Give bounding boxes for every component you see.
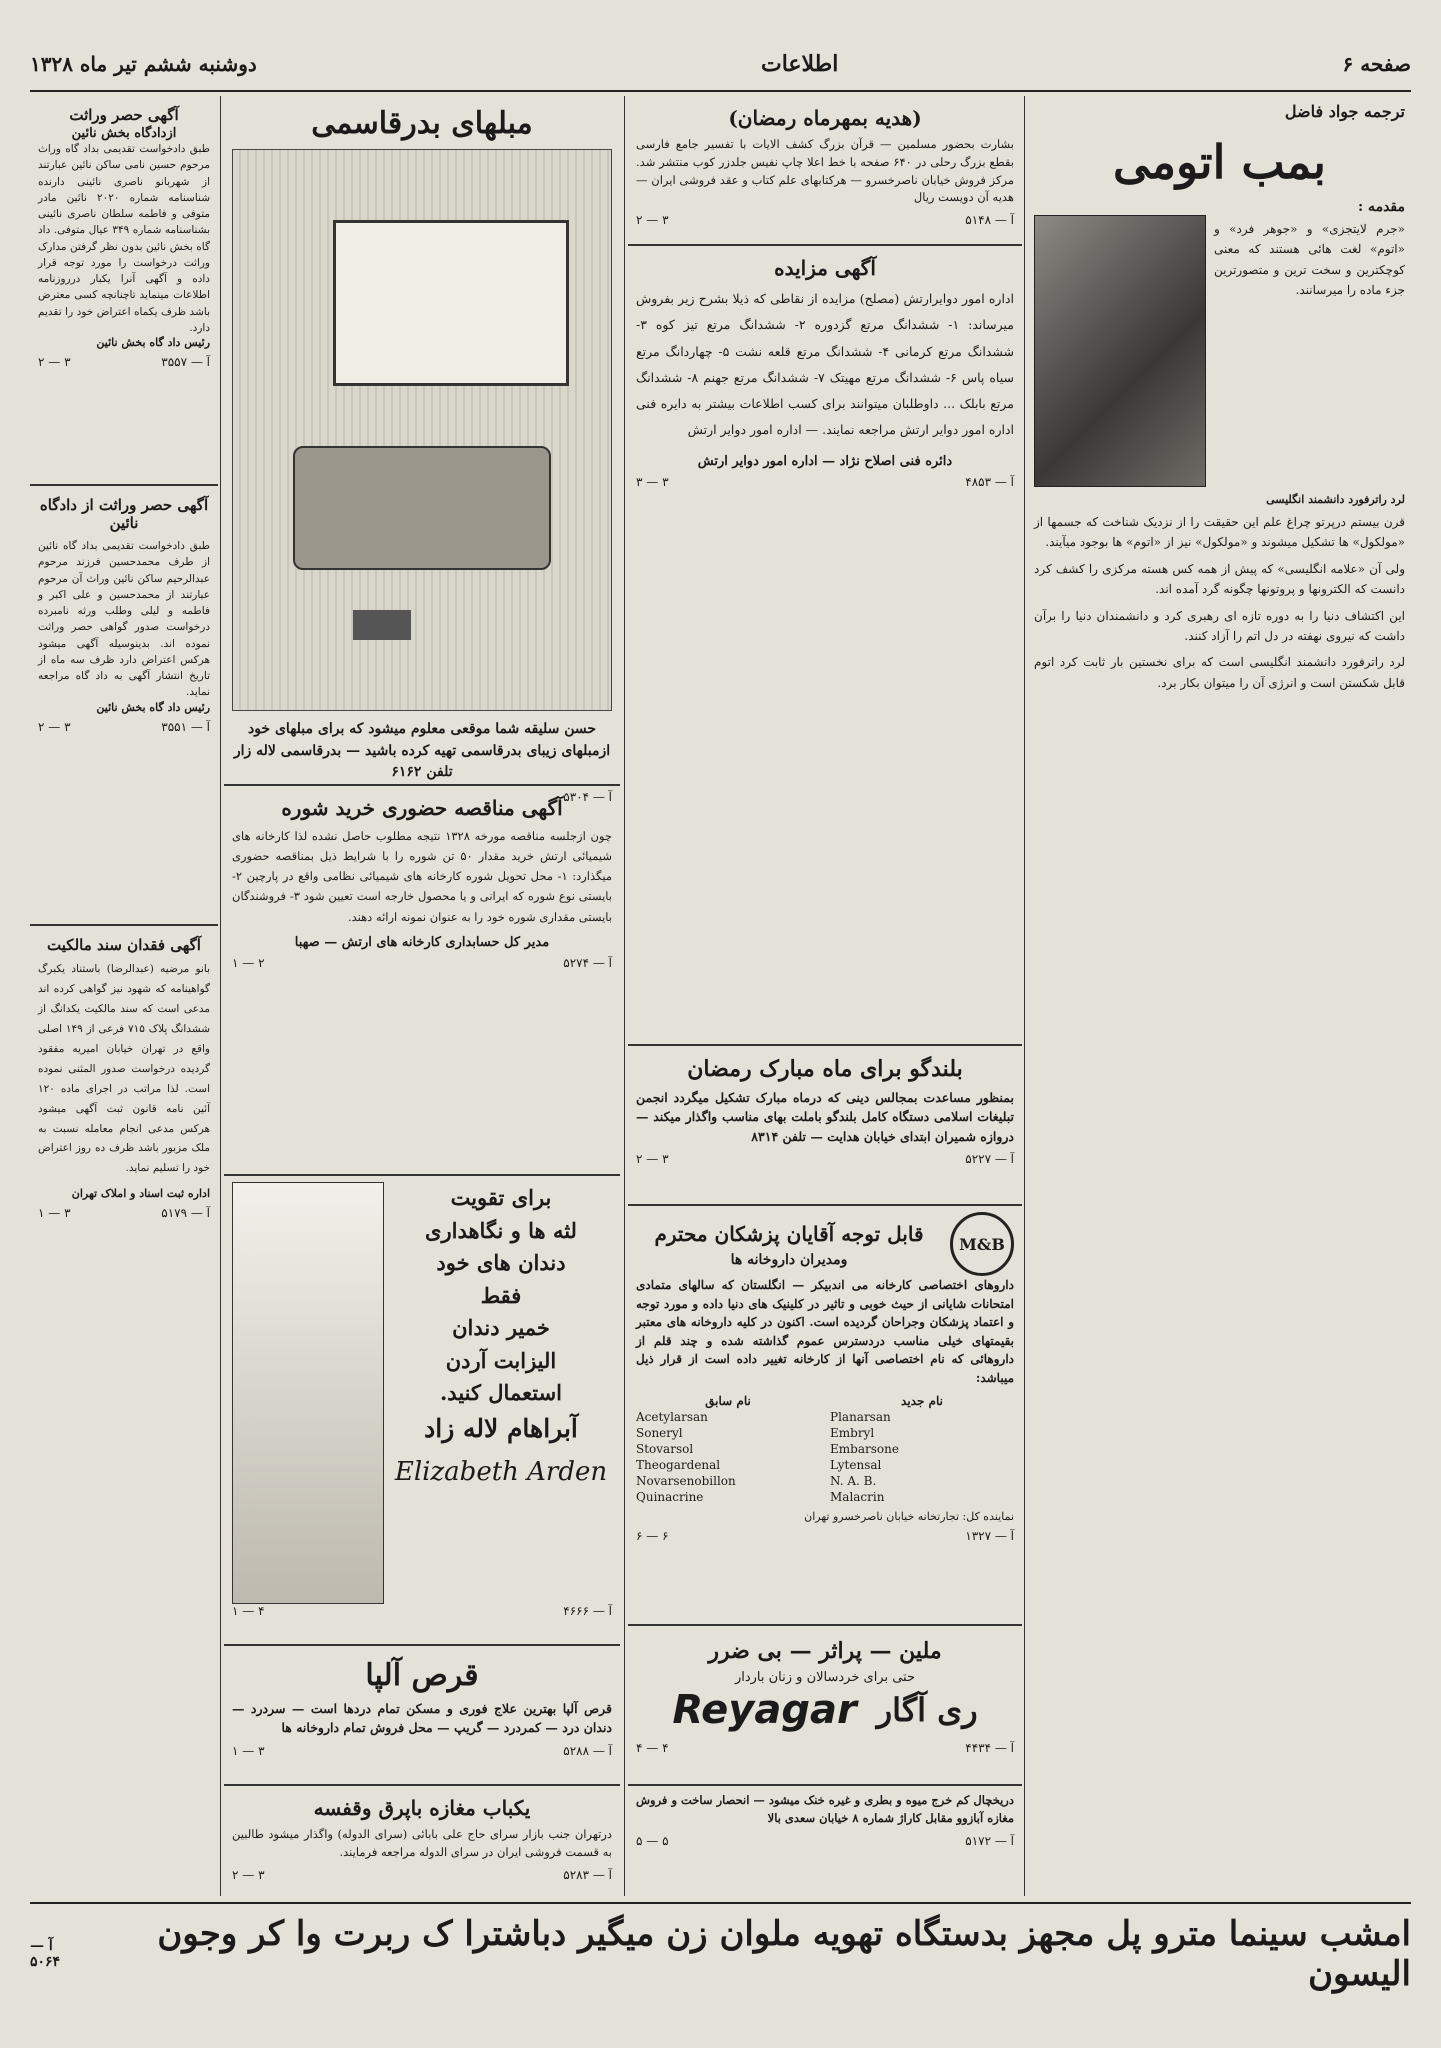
article-column <box>1028 96 1411 1896</box>
ad-hasr-1 <box>30 96 218 486</box>
ad-code-run: ۱ — ۳ <box>38 1206 71 1221</box>
arden-signature: Elizabeth Arden <box>394 1456 608 1487</box>
article-paragraph: «جرم لایتجزی» و «جوهر فرد» و «اتوم» لغت هائی هستند که معنی کوچکترین و سخت ترین و متصورترین جزء ماده را میرسانند. <box>1214 222 1405 298</box>
ad-code-num: آ — ۳۵۵۷ <box>161 355 210 370</box>
ad-code-num: آ — ۵۲۷۴ <box>563 955 612 970</box>
article-paragraph: این اکتشاف دنیا را به دوره تازه ای رهبری کرد و دانشمندان دنیا را برآن داشت که نیروی نهفته در دل اتم را آزاد کنند. <box>1034 608 1405 643</box>
banner-code: آ — ۵۰۶۴ <box>30 1938 61 1970</box>
drug-old-name: Novarsenobillon <box>636 1473 736 1488</box>
woman-illustration <box>232 1182 384 1604</box>
drug-col-new: نام جدید <box>901 1393 943 1408</box>
ad-text: قرص آلپا بهترین علاج فوری و مسکن تمام دردها است — سردرد — دندان درد — کمردرد — گریپ — محل فروش تمام داروخانه ها <box>232 1701 612 1736</box>
ad-code-num: آ — ۴۸۵۳ <box>965 474 1014 489</box>
ad-baragh <box>224 1786 620 1886</box>
ad-code <box>636 475 1014 489</box>
ad-code <box>38 1206 210 1220</box>
drug-new-name: N. A. B. <box>830 1473 877 1488</box>
ad-code-run: ۳ — ۳ <box>636 474 669 489</box>
portrait-photo <box>1034 215 1206 487</box>
drug-new-name: Embryl <box>830 1425 875 1440</box>
ad-sign: رئیس داد گاه بخش نائین <box>96 700 210 714</box>
ad-code-num: آ — ۱۳۲۷ <box>965 1528 1014 1543</box>
ad-title: مبلهای بدرقاسمی <box>311 106 533 141</box>
reyagar-line1: ملین — پراثر — بی ضرر <box>708 1638 942 1664</box>
ads-column <box>224 96 620 1896</box>
paper-name: اطلاعات <box>761 51 839 77</box>
dandan-line: لثه ها و نگاهداری <box>425 1217 577 1243</box>
furniture-illustration <box>232 149 612 711</box>
ad-code-run: ۴ — ۴ <box>636 1741 669 1755</box>
drug-new-name: Lytensal <box>830 1457 882 1472</box>
ad-code <box>636 1529 1014 1543</box>
ad-code-num: آ — ۴۴۳۴ <box>965 1741 1014 1755</box>
ad-text: درتهران جنب بازار سرای حاج علی بابائی (سرای الدوله) واگذار میشود طالبین به قسمت فروشی ایران در سرای الدوله مراجعه فرمایند. <box>232 1827 612 1859</box>
photo-caption: لرد راترفورد دانشمند انگلیسی <box>1266 493 1405 506</box>
ad-code-run: ۱ — ۳ <box>232 1743 265 1758</box>
ad-code-num: آ — ۵۱۴۸ <box>965 213 1014 228</box>
dandan-line: خمیر دندان <box>452 1315 550 1341</box>
drug-old-name: Theogardenal <box>636 1457 721 1472</box>
notices-column <box>30 96 218 1896</box>
middle-column <box>628 96 1022 1896</box>
ad-code-num: آ — ۵۱۷۹ <box>161 1206 210 1221</box>
ad-code-num: آ — ۵۳۰۴ <box>563 790 612 805</box>
ad-sign: دائره فنی اصلاح نژاد — اداره امور دوایر ارتش <box>697 453 953 469</box>
ad-mozayedeh <box>628 246 1022 1046</box>
drug-col-old: نام سابق <box>705 1393 751 1408</box>
ad-title: (هدیه بمهرماه رمضان) <box>728 106 922 130</box>
ad-text: دریخچال کم خرج میوه و بطری و غیره خنک میشود — انحصار ساخت و فروش مغازه آبازوو مقابل کاراژ شماره ۸ خیابان سعدی بالا <box>636 1793 1014 1825</box>
ad-code-num: آ — ۵۱۷۲ <box>965 1833 1014 1848</box>
dandan-line: برای تقویت <box>450 1185 552 1210</box>
ad-yakhchal <box>628 1786 1022 1876</box>
ad-code-run: ۱ — ۴ <box>232 1604 265 1618</box>
drug-old-name: Acetylarsan <box>636 1409 708 1424</box>
ad-dandan <box>224 1176 620 1646</box>
ad-code-num: آ — ۵۲۸۸ <box>563 1743 612 1758</box>
drug-new-name: Embarsone <box>830 1441 899 1456</box>
ad-code-num: آ — ۳۵۵۱ <box>161 719 210 734</box>
ad-code-run: ۲ — ۳ <box>636 1152 669 1167</box>
dandan-line: فقط <box>480 1282 522 1308</box>
column-rule <box>624 96 625 1896</box>
bottom-banner <box>30 1902 1411 2004</box>
ad-text: حسن سلیقه شما موقعی معلوم میشود که برای مبلهای خود ازمبلهای زیبای بدرقاسمی تهیه کرده باشید — بدرقاسمی لاله زار تلفن ۶۱۶۲ <box>233 721 611 781</box>
ad-text: داروهای اختصاصی کارخانه می اندبیکر — انگلستان که سالهای متمادی امتحانات شایانی از حیث خوبی و تاثیر در کلینیک های دنیا داده و مورد توجه و اعتماد پزشکان وجراحان گردیده است. اکنون در کلیه داروخانه های معتبر بقیمتهای خیلی مناسب دردسترس عموم گذاشته شده و چند قلم از داروهائی که نام اختصاصی آنها از کارخانه تغییر داده است از قرار ذیل میباشد: <box>636 1278 1014 1385</box>
ad-title: بلندگو برای ماه مبارک رمضان <box>687 1056 963 1082</box>
ad-text: اداره امور دوایرارتش (مصلح) مزایده از نقاطی که ذیلا بشرح زیر بفروش میرساند: ۱- ششدانگ مرتع گزدوره ۲- ششدانگ مرتع تیز کوه ۳- ششدانگ مرتع کرمانی ۴- ششدانگ مرتع قلعه نشت ۵- چهاردانگ مرتع سیاه پاس ۶- ششدانگ مرتع مهیتک ۷- ششدانگ مرتع جهنم ۸- ششدانگ مرتع بابلک ... داوطلبان میتوانند برای کسب اطلاعات بیشتر به دایره فنی اداره امور دوایر ارتش مراجعه نمایند. — اداره امور دوایر ارتش <box>636 291 1015 438</box>
ad-code-run: ۲ — ۳ <box>232 1867 265 1882</box>
ad-monagheseh <box>224 786 620 1176</box>
ad-hasr-2 <box>30 486 218 926</box>
article-paragraph: لرد راترفورد دانشمند انگلیسی است که برای نخستین بار ثابت کرد اتوم قابل شکستن است و انرژی آن را میتوان بکار برد. <box>1034 655 1405 690</box>
ad-subtitle: ازدادگاه بخش نائین <box>71 126 177 141</box>
ad-text: طبق دادخواست تقدیمی بداد گاه وراث مرحوم حسین نامی ساکن نائین عبارتند از شهربانو ناصری نائینی دارنده شناسنامه شماره ۲۰۲۰ نائین مادر متوفی و فاطمه سلطان ناصری نائینی بشناسنامه شماره ۳۴۹ عیال متوفی. داد گاه بخش نائین بدون نظر گرفتن مدارک وراثت درخواست را مورد توجه قرار داده و آگهی آنرا یکبار درروزنامه اطلاعات مینماید تاچنانچه کسی معترض باشد ظرف یکماه اعتراض خود را تقدیم دارد. <box>38 143 211 334</box>
drug-table <box>636 1394 1014 1504</box>
mb-logo: M&B <box>950 1212 1014 1276</box>
header-rule <box>30 90 1411 92</box>
ad-title: آگهی حصر وراثت از دادگاه نائین <box>39 496 209 532</box>
column-rule <box>220 96 221 1896</box>
reyagar-line2: حتی برای خردسالان و زنان باردار <box>734 1670 916 1685</box>
ad-text: بمنظور مساعدت بمجالس دینی که درماه مبارک تشکیل میگردد انجمن تبلیغات اسلامی دستگاه کامل بلندگو باملت بهای مناسب واگذار میکند — دروازه شمیران ابتدای خیابان هدایت — تلفن ۸۳۱۴ <box>636 1090 1014 1144</box>
drug-old-name: Soneryl <box>636 1425 683 1440</box>
ad-pezeshkan <box>628 1206 1022 1626</box>
ad-alpa <box>224 1646 620 1786</box>
ad-sign: مدیر کل حسابداری کارخانه های ارتش — صهبا <box>294 934 550 950</box>
table-drawing <box>353 610 411 640</box>
reyagar-brand <box>636 1685 1014 1735</box>
drug-new-name: Planarsan <box>830 1409 891 1424</box>
ad-sign: اداره ثبت اسناد و املاک تهران <box>71 1187 210 1201</box>
ad-code <box>232 1744 612 1758</box>
ad-furniture <box>224 96 620 805</box>
ad-sign: رئیس داد گاه بخش نائین <box>96 336 210 350</box>
ad-code <box>232 956 612 970</box>
ad-code <box>636 1834 1014 1848</box>
drug-old-name: Quinacrine <box>636 1489 704 1504</box>
ad-code-run: ۶ — ۶ <box>636 1528 669 1543</box>
ad-title: آگهی حصر وراثت <box>69 106 179 124</box>
ad-text: چون ازجلسه مناقصه مورخه ۱۳۲۸ نتیجه مطلوب حاصل نشده لذا کارخانه های شیمیائی ارتش خرید مقدار ۵۰ تن شوره را با شرایط ذیل بمناقصه حضوری میگذارد: ۱- محل تحویل شوره کارخانه های شیمیائی نظامی واقع در پارچین ۲- بایستی نوع شوره که ایرانی و یا محصول خارجه است تعیین شود ۳- فروشندگان بایستی مقداری شوره خود را به عنوان نمونه ارائه دهند. <box>232 829 613 924</box>
dandan-line: الیزابت آردن <box>445 1347 557 1373</box>
issue-date: دوشنبه ششم تیر ماه ۱۳۲۸ <box>30 52 257 76</box>
article-paragraph: ولی آن «علامه انگلیسی» که پیش از همه کس هسته مرکزی را کشف کرد دانست که الکترونها و پروتونها چگونه گرد آمده اند. <box>1034 561 1405 597</box>
ad-code <box>232 1604 612 1618</box>
ad-hadiyeh <box>628 96 1022 246</box>
ad-title: آگهی فقدان سند مالکیت <box>47 936 201 954</box>
article-title: بمب اتومی <box>1113 135 1326 189</box>
dandan-line: دندان های خود <box>436 1250 566 1276</box>
ad-code <box>38 720 210 734</box>
page-header <box>30 48 1411 80</box>
ad-title: قرص آلپا <box>365 1658 479 1693</box>
ad-text: بشارت بحضور مسلمین — قرآن بزرگ کشف الایات با تفسیر جامع فارسی بقطع بزرگ رحلی در ۶۴۰ صفحه با خط اعلا چاپ نفیس جلدزر کوب منتشر شد. مرکز فروش خیابان ناصرخسرو — هرکتابهای علم کتاب و عقد فروشی ایران — هدیه آن دویست ریال <box>636 137 1014 205</box>
banner-text: امشب سینما مترو پل مجهز بدستگاه تهویه ملوان زن میگیر دباشترا ک ربرت وا کر وجون الیسون <box>157 1914 1411 1994</box>
intro-label: مقدمه : <box>1358 199 1405 215</box>
ad-code <box>636 213 1014 227</box>
ad-subtitle: ومدیران داروخانه ها <box>730 1252 848 1268</box>
ad-reyagar <box>628 1626 1022 1786</box>
ad-bolandgoo <box>628 1046 1022 1206</box>
ad-title: آگهی مناقصه حضوری خرید شوره <box>281 796 563 820</box>
ad-agent: نماینده کل: تجارتخانه خیابان ناصرخسرو تهران <box>804 1509 1014 1523</box>
ad-title: یکباب مغازه باپرق وقفسه <box>313 1796 531 1820</box>
ad-code-run: ۲ — ۳ <box>636 213 669 228</box>
ad-code <box>38 355 210 369</box>
ad-code-run: ۱ — ۲ <box>232 955 265 970</box>
ad-code-num: آ — ۵۲۲۷ <box>965 1152 1014 1167</box>
ad-title: قابل توجه آقایان پزشکان محترم <box>654 1222 924 1246</box>
ad-code-num: آ — ۴۶۶۶ <box>563 1604 612 1618</box>
ad-text: طبق دادخواست تقدیمی بداد گاه نائین از طرف محمدحسین فرزند مرحوم عبدالرحیم ساکن نائین وراث آن مرحوم عبارتند از محمدحسین و علی اکبر و فاطمه و لیلی وطلب ورثه نامبرده درخواست صدور گواهی حصر وراثت نموده اند. بدینوسیله آگهی میشود هرکس اعتراض دارد ظرف سه ماه از تاریخ انتشار آگهی به داد گاه مراجعه نماید. <box>38 540 210 699</box>
dandan-line: استعمال کنید. <box>439 1380 562 1406</box>
ad-title: آگهی مزایده <box>774 256 876 280</box>
ad-code <box>232 1868 612 1882</box>
page-number: صفحه ۶ <box>1342 52 1411 76</box>
ad-code-num: آ — ۵۲۸۳ <box>563 1867 612 1882</box>
ad-code <box>636 1152 1014 1166</box>
ad-code-run: ۲ — ۳ <box>38 719 71 734</box>
drug-old-name: Stovarsol <box>636 1441 694 1456</box>
ad-code-run: ۲ — ۳ <box>38 355 71 370</box>
ad-fegdan <box>30 926 218 1886</box>
dandan-line: آبراهام لاله زاد <box>424 1413 578 1443</box>
reyagar-persian: ری آگار <box>876 1691 978 1729</box>
window-drawing <box>333 220 569 386</box>
ad-code <box>636 1741 1014 1755</box>
sofa-drawing <box>293 446 551 570</box>
ad-code-run: ۵ — ۵ <box>636 1833 669 1848</box>
reyagar-latin: Reyagar <box>672 1687 857 1733</box>
column-rule <box>1024 96 1025 1896</box>
drug-new-name: Malacrin <box>830 1489 885 1504</box>
translator: ترجمه جواد فاضل <box>1284 102 1405 121</box>
ad-text: بانو مرضیه (عبدالرضا) باستناد یکبرگ گواهینامه که شهود نیز گواهی کرده اند مدعی است که سند مالکیت یکدانگ از ششدانگ پلاک ۷۱۵ فرعی از ۱۴۹ اصلی واقع در تهران خیابان امیریه مفقود گردیده درخواست صدور المثنی نموده است. لذا مراتب در اجرای ماده ۱۲۰ آئین نامه قانون ثبت آگهی میشود هرکس مدعی انجام معامله نسبت به ملک مزبور باشد ظرف ده روز اعتراض خود را تسلیم نماید. <box>38 963 210 1175</box>
article-paragraph: قرن بیستم درپرتو چراغ علم این حقیقت را از نزدیک شناخت که جسمها از «مولکول» ها تشکیل میشوند و «مولکول» نیز از «اتوم» ها بوجود میآیند. <box>1034 515 1405 550</box>
